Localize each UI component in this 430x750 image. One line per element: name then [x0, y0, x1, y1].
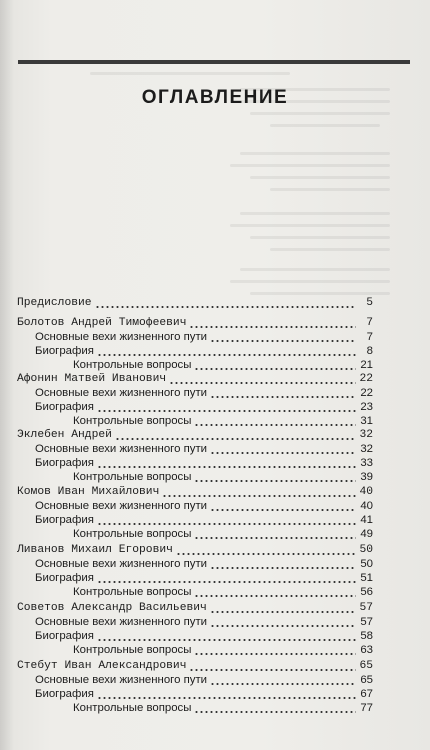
toc-page-number: 5 — [366, 297, 373, 309]
toc-page-number: 56 — [360, 586, 373, 598]
page-title: ОГЛАВЛЕНИЕ — [141, 87, 289, 108]
dot-leader — [189, 326, 356, 328]
dot-leader — [194, 424, 356, 426]
toc-page-number: 40 — [360, 500, 373, 512]
toc-entry-label: Основные вехи жизненного пути — [35, 500, 208, 512]
dot-leader — [97, 354, 356, 356]
dot-leader — [97, 523, 356, 525]
dot-leader — [210, 567, 356, 569]
toc-page-number: 65 — [360, 674, 373, 686]
toc-page-number: 57 — [359, 602, 373, 614]
dot-leader — [97, 466, 356, 468]
toc-page-number: 51 — [360, 572, 373, 584]
toc-subsection-entry — [17, 471, 373, 485]
toc-page-number: 8 — [366, 345, 373, 357]
toc-subsection-entry — [17, 415, 373, 429]
toc-chapter-entry — [17, 486, 373, 500]
toc-page-number: 33 — [360, 457, 373, 469]
toc-page-number: 57 — [360, 616, 373, 628]
toc-section-entry — [17, 401, 373, 415]
dot-leader — [194, 711, 356, 713]
toc-subsection-entry — [17, 644, 373, 658]
toc-entry-label: Основные вехи жизненного пути — [35, 674, 208, 686]
toc-section-entry — [17, 572, 373, 586]
top-rule — [18, 60, 410, 64]
dot-leader — [189, 669, 356, 671]
toc-section-entry — [17, 345, 373, 359]
toc-entry-label: Биография — [35, 688, 94, 700]
toc-entry-label: Контрольные вопросы — [73, 702, 192, 714]
toc-page-number: 31 — [360, 415, 373, 427]
dot-leader — [169, 382, 356, 384]
toc-page-number: 7 — [366, 331, 373, 343]
toc-entry-label: Болотов Андрей Тимофеевич — [17, 317, 187, 329]
toc-section-entry — [17, 688, 373, 702]
toc-page-number: 23 — [360, 401, 373, 413]
toc-entry-label: Эклебен Андрей — [17, 429, 112, 441]
toc-entry-label: Биография — [35, 345, 94, 357]
dot-leader — [210, 611, 356, 613]
dot-leader — [194, 480, 356, 482]
toc-entry-label: Основные вехи жизненного пути — [35, 443, 208, 455]
toc-page-number: 65 — [359, 660, 373, 672]
toc-section-entry — [17, 387, 373, 401]
dot-leader — [210, 452, 356, 454]
toc-page-number: 32 — [359, 429, 373, 441]
toc-section-entry — [17, 331, 373, 345]
toc-page-number: 21 — [360, 359, 373, 371]
toc-chapter-entry — [17, 429, 373, 443]
toc-subsection-entry — [17, 359, 373, 373]
toc-page-number: 67 — [360, 688, 373, 700]
toc-entry-label: Контрольные вопросы — [73, 644, 192, 656]
dot-leader — [194, 537, 356, 539]
toc-entry-label: Афонин Матвей Иванович — [17, 373, 167, 385]
dot-leader — [210, 340, 356, 342]
toc-chapter-entry — [17, 660, 373, 674]
dot-leader — [97, 697, 356, 699]
toc-entry-label: Контрольные вопросы — [73, 359, 192, 371]
toc-entry-label: Контрольные вопросы — [73, 415, 192, 427]
toc-page-number: 39 — [360, 471, 373, 483]
dot-leader — [210, 625, 356, 627]
toc-page-number: 50 — [360, 558, 373, 570]
dot-leader — [115, 438, 356, 440]
toc-section-entry — [17, 514, 373, 528]
toc-entry-label: Контрольные вопросы — [73, 471, 192, 483]
toc-entry-label: Контрольные вопросы — [73, 586, 192, 598]
toc-section-entry — [17, 616, 373, 630]
dot-leader — [210, 509, 356, 511]
toc-subsection-entry — [17, 586, 373, 600]
toc-page-number: 58 — [360, 630, 373, 642]
toc-entry-label: Основные вехи жизненного пути — [35, 387, 208, 399]
toc-page-number: 41 — [360, 514, 373, 526]
toc-chapter-entry — [17, 297, 373, 311]
dot-leader — [194, 653, 356, 655]
toc-page-number: 22 — [360, 387, 373, 399]
toc-page-number: 63 — [360, 644, 373, 656]
toc-page-number: 77 — [360, 702, 373, 714]
toc-entry-label: Ливанов Михаил Егорович — [17, 544, 173, 556]
toc-section-entry — [17, 443, 373, 457]
toc-entry-label: Основные вехи жизненного пути — [35, 558, 208, 570]
toc-page-number: 32 — [360, 443, 373, 455]
dot-leader — [210, 396, 356, 398]
toc-entry-label: Комов Иван Михайлович — [17, 486, 160, 498]
toc-entry-label: Биография — [35, 572, 94, 584]
toc-chapter-entry — [17, 544, 373, 558]
toc-entry-label: Биография — [35, 401, 94, 413]
dot-leader — [162, 495, 356, 497]
toc-subsection-entry — [17, 528, 373, 542]
toc-entry-label: Биография — [35, 514, 94, 526]
toc-entry-label: Биография — [35, 630, 94, 642]
toc-entry-label: Основные вехи жизненного пути — [35, 331, 208, 343]
toc-page-number: 50 — [359, 544, 373, 556]
toc-page-number: 40 — [359, 486, 373, 498]
toc-page-number: 22 — [359, 373, 373, 385]
toc-entry-label: Основные вехи жизненного пути — [35, 616, 208, 628]
toc-page-number: 49 — [360, 528, 373, 540]
dot-leader — [194, 368, 356, 370]
toc-chapter-entry — [17, 373, 373, 387]
toc-subsection-entry — [17, 702, 373, 716]
dot-leader — [176, 553, 356, 555]
page-gutter-shadow — [0, 0, 14, 750]
toc-entry-label: Предисловие — [17, 297, 92, 309]
toc-page-number: 7 — [366, 317, 373, 329]
toc-entry-label: Стебут Иван Александрович — [17, 660, 187, 672]
toc-section-entry — [17, 558, 373, 572]
toc-section-entry — [17, 500, 373, 514]
toc-section-entry — [17, 630, 373, 644]
toc-entry-label: Биография — [35, 457, 94, 469]
toc-entry-label: Советов Александр Васильевич — [17, 602, 207, 614]
toc-chapter-entry — [17, 317, 373, 331]
dot-leader — [97, 410, 356, 412]
dot-leader — [95, 306, 356, 308]
toc-section-entry — [17, 457, 373, 471]
dot-leader — [194, 595, 356, 597]
dot-leader — [97, 581, 356, 583]
dot-leader — [97, 639, 356, 641]
toc-chapter-entry — [17, 602, 373, 616]
toc-entry-label: Контрольные вопросы — [73, 528, 192, 540]
dot-leader — [210, 683, 356, 685]
toc-section-entry — [17, 674, 373, 688]
